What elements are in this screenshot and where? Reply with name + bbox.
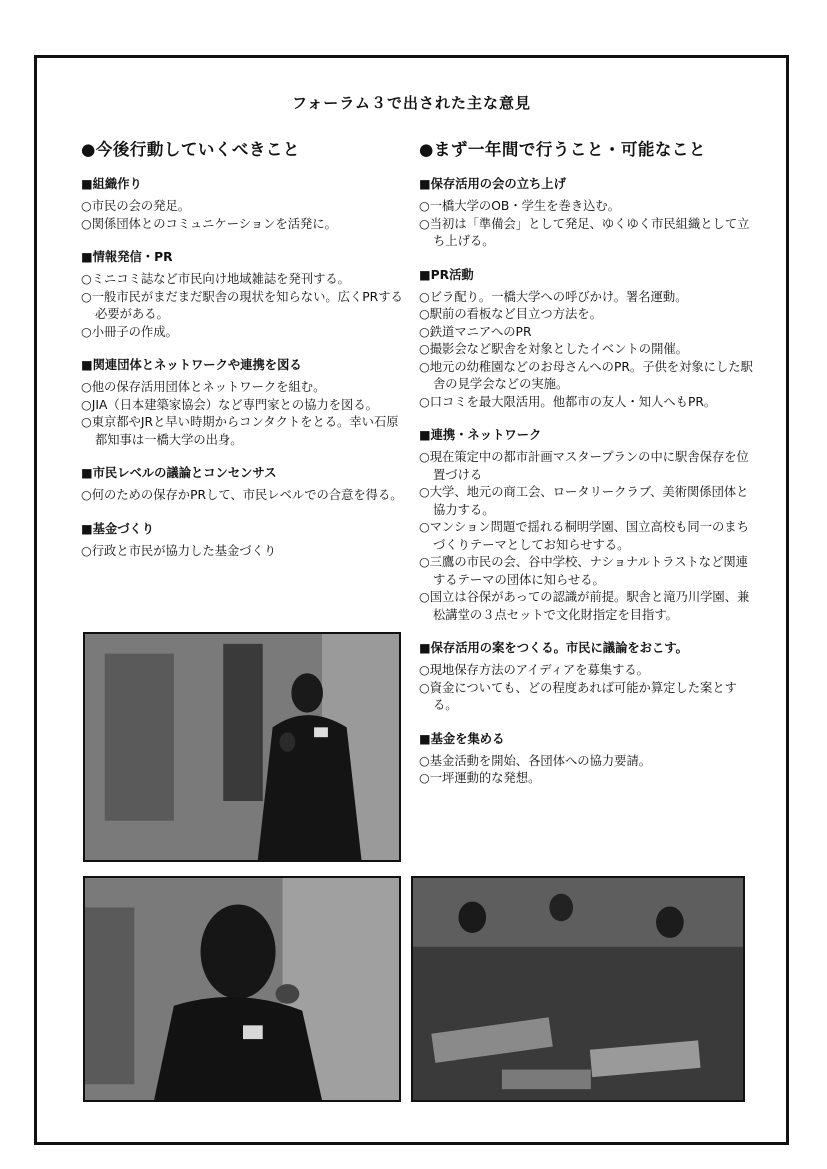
section-title: ■連携・ネットワーク: [419, 428, 542, 442]
left-heading: ●今後行動していくべきこと: [81, 140, 300, 159]
page-frame: [34, 55, 789, 1145]
section-title: ■PR活動: [419, 267, 474, 282]
left-section: [81, 463, 406, 505]
list-item: ○マンション問題で揺れる桐明学園、国立高校も同一のまちづくりテーマとしてお知らせする。: [419, 520, 749, 552]
list-item: ○大学、地元の商工会、ロータリークラブ、美術関係団体と協力する。: [419, 485, 749, 517]
section-title: ■保存活用の案をつくる。市民に議論をおこす。: [419, 641, 688, 655]
list-item: ○当初は「準備会」として発足、ゆくゆく市民組織として立ち上げる。: [419, 216, 750, 248]
list-item: ○小冊子の作成。: [81, 324, 178, 339]
section-title: ■市民レベルの議論とコンセンサス: [81, 466, 277, 480]
list-item: ○ビラ配り。一橋大学への呼びかけ。署名運動。: [419, 289, 688, 304]
list-item: ○他の保存活用団体とネットワークを組む。: [81, 380, 326, 394]
list-item: ○現在策定中の都市計画マスタープランの中に駅舎保存を位置づける: [419, 450, 749, 482]
list-item: ○一坪運動的な発想。: [419, 771, 541, 785]
section-title: ■関連団体とネットワークや連携を図る: [81, 358, 302, 372]
right-section: [419, 265, 759, 412]
list-item: ○駅前の看板など目立つ方法を。: [419, 307, 602, 321]
page-title: フォーラム３で出された主な意見: [291, 94, 532, 112]
left-column: [81, 136, 406, 574]
list-item: ○地元の幼稚園などのお母さんへのPR。子供を対象にした駅舎の見学会などの実施。: [419, 359, 753, 391]
left-section: [81, 519, 406, 561]
list-item: ○関係団体とのコミュニケーションを活発に。: [81, 216, 337, 231]
list-item: ○一橋大学のOB・学生を巻き込む。: [419, 199, 621, 213]
photo-meeting-room: [411, 876, 745, 1102]
list-item: ○東京都やJRと早い時期からコンタクトをとる。幸い石原都知事は一橋大学の出身。: [81, 415, 399, 447]
list-item: ○何のための保存かPRして、市民レベルでの合意を得る。: [81, 488, 403, 502]
list-item: ○ミニコミ誌など市民向け地域雑誌を発刊する。: [81, 272, 350, 286]
section-title: ■組織作り: [81, 177, 142, 191]
right-section: [419, 638, 759, 715]
section-title: ■基金を集める: [419, 731, 505, 746]
left-section: [81, 355, 406, 449]
list-item: ○現地保存方法のアイディアを募集する。: [419, 663, 649, 677]
right-section: [419, 729, 759, 788]
right-section: [419, 425, 759, 624]
list-item: ○基金活動を開始、各団体への協力要請。: [419, 753, 652, 768]
photo-speaker-with-microphone: [83, 632, 401, 862]
list-item: ○資金についても、どの程度あれば可能か算定した案とする。: [419, 680, 737, 712]
section-title: ■情報発信・PR: [81, 250, 173, 264]
list-item: ○国立は谷保があっての認識が前提。駅舎と滝乃川学園、兼松講堂の３点セットで文化財指定を目指す。: [419, 590, 750, 622]
left-section: [81, 174, 406, 233]
list-item: ○撮影会など駅舎を対象としたイベントの開催。: [419, 342, 688, 356]
right-column: [419, 136, 759, 802]
left-section: [81, 247, 406, 341]
list-item: ○行政と市民が協力した基金づくり: [81, 543, 277, 558]
right-section: [419, 174, 759, 251]
list-item: ○口コミを最大限活用。他都市の友人・知人へもPR。: [419, 394, 717, 409]
list-item: ○三鷹の市民の会、谷中学校、ナショナルトラストなど関連するテーマの団体に知らせる。: [419, 555, 748, 587]
right-heading: ●まず一年間で行うこと・可能なこと: [419, 140, 706, 159]
photo-woman-speaking: [83, 876, 401, 1102]
section-title: ■基金づくり: [81, 521, 155, 536]
section-title: ■保存活用の会の立ち上げ: [419, 177, 566, 191]
list-item: ○一般市民がまだまだ駅舎の現状を知らない。広くPRする必要がある。: [81, 289, 403, 321]
list-item: ○市民の会の発足。: [81, 199, 191, 213]
list-item: ○JIA（日本建築家協会）など専門家との協力を図る。: [81, 397, 378, 412]
list-item: ○鉄道マニアへのPR: [419, 324, 532, 339]
